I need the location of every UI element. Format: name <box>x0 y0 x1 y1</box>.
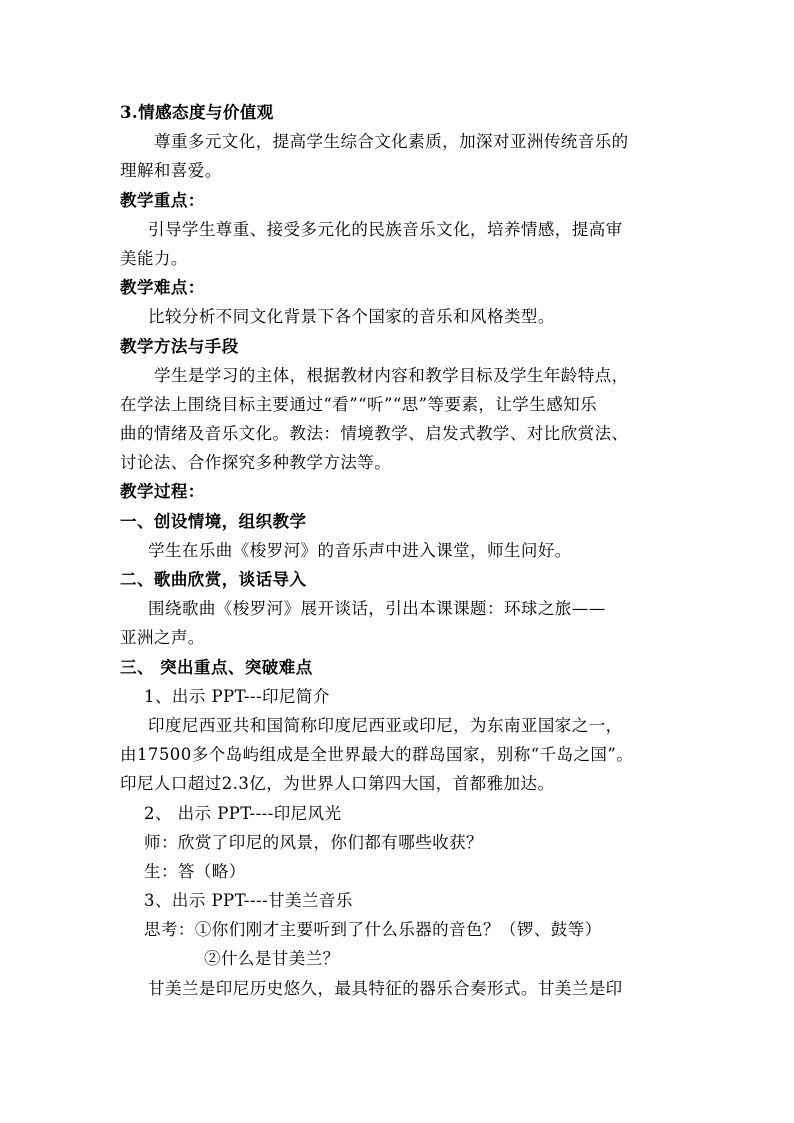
paragraph-line: 比较分析不同文化背景下各个国家的音乐和风格类型。 <box>148 307 555 327</box>
paragraph-line: 在学法上围绕目标主要通过“看”“听”“思”等要素，让学生感知乐 <box>120 394 598 414</box>
section-heading-attitude-values: 3.情感态度与价值观 <box>120 103 274 122</box>
dialogue-line: 师：欣赏了印尼的风景，你们都有哪些收获？ <box>144 832 483 852</box>
list-item: 2、 出示 PPT----印尼风光 <box>144 803 342 823</box>
paragraph-line: 美能力。 <box>120 248 188 268</box>
dialogue-line: 生：答（略） <box>144 861 246 881</box>
list-item: 1、出示 PPT---印尼简介 <box>144 686 330 706</box>
paragraph-line: 围绕歌曲《梭罗河》展开谈话，引出本课课题：环球之旅—— <box>148 599 606 619</box>
step-heading-1: 一、创设情境，组织教学 <box>120 511 307 531</box>
section-heading-key-points: 教学重点： <box>120 190 205 210</box>
list-item: 3、出示 PPT----甘美兰音乐 <box>144 891 353 911</box>
question-line: 思考：①你们刚才主要听到了什么乐器的音色？（锣、鼓等） <box>144 920 602 940</box>
paragraph-line: 学生在乐曲《梭罗河》的音乐声中进入课堂，师生问好。 <box>148 540 572 560</box>
paragraph-line: 由17500多个岛屿组成是全世界最大的群岛国家，别称“千岛之国”。 <box>120 745 634 765</box>
paragraph-line: 讨论法、合作探究多种教学方法等。 <box>120 453 392 473</box>
document-body <box>120 98 680 1003</box>
paragraph-line: 亚洲之声。 <box>120 628 205 648</box>
paragraph-line: 理解和喜爱。 <box>120 161 222 181</box>
paragraph-line: 尊重多元文化，提高学生综合文化素质，加深对亚洲传统音乐的 <box>154 132 629 152</box>
paragraph-line: 引导学生尊重、接受多元化的民族音乐文化，培养情感，提高审 <box>148 219 623 239</box>
paragraph-line: 学生是学习的主体，根据教材内容和教学目标及学生年龄特点， <box>154 365 629 385</box>
section-heading-methods: 教学方法与手段 <box>120 336 239 356</box>
section-heading-difficulties: 教学难点： <box>120 278 205 298</box>
step-heading-3: 三、 突出重点、突破难点 <box>120 657 313 677</box>
step-heading-2: 二、歌曲欣赏，谈话导入 <box>120 570 307 589</box>
paragraph-line: 印尼人口超过2.3亿，为世界人口第四大国，首都雅加达。 <box>120 774 555 794</box>
question-line: ②什么是甘美兰？ <box>204 949 340 969</box>
paragraph-line: 曲的情绪及音乐文化。教法：情境教学、启发式教学、对比欣赏法、 <box>120 424 629 444</box>
section-heading-process: 教学过程： <box>120 482 205 502</box>
paragraph-line: 印度尼西亚共和国简称印度尼西亚或印尼，为东南亚国家之一， <box>148 715 623 735</box>
paragraph-line: 甘美兰是印尼历史悠久，最具特征的器乐合奏形式。甘美兰是印 <box>148 978 623 998</box>
